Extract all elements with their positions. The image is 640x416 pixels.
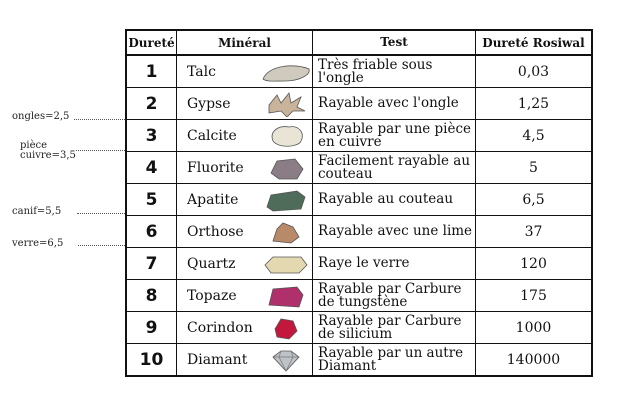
mineral-cell — [177, 216, 313, 247]
fluorite-icon — [259, 155, 311, 181]
test-cell: Facilement rayable au couteau — [313, 152, 476, 183]
header-test: Test — [313, 31, 476, 54]
mineral-name: Quartz — [187, 255, 236, 272]
annotation-leader-line — [74, 119, 125, 120]
quartz-icon — [259, 251, 311, 277]
calcite-icon — [259, 123, 311, 149]
table-row — [127, 248, 591, 280]
durete-value: 5 — [145, 189, 158, 210]
mineral-cell — [177, 88, 313, 119]
side-annotation-label: verre=6,5 — [12, 238, 64, 249]
corindon-icon — [259, 315, 311, 341]
mineral-name: Corindon — [187, 319, 253, 336]
rosiwal-cell: 6,5 — [522, 191, 545, 208]
mineral-cell — [177, 56, 313, 87]
annotation-leader-line — [78, 245, 125, 246]
mineral-cell — [177, 184, 313, 215]
table-row — [127, 312, 591, 344]
durete-cell — [127, 280, 177, 311]
table-row — [127, 344, 591, 375]
durete-value: 9 — [145, 317, 158, 338]
header-rosiwal: Dureté Rosiwal — [482, 35, 585, 50]
durete-value: 6 — [145, 221, 158, 242]
rosiwal-cell: 5 — [529, 159, 538, 176]
side-annotation-label: ongles=2,5 — [12, 111, 70, 122]
rosiwal-cell: 120 — [520, 255, 547, 272]
mineral-name: Diamant — [187, 351, 248, 368]
durete-cell — [127, 88, 177, 119]
mineral-cell — [177, 120, 313, 151]
test-cell: Rayable au couteau — [313, 184, 476, 215]
test-cell: Raye le verre — [313, 248, 476, 279]
table-row — [127, 216, 591, 248]
talc-icon — [259, 59, 311, 85]
durete-value: 8 — [145, 285, 158, 306]
annotation-leader-line — [76, 150, 125, 151]
side-annotation-label: canif=5,5 — [12, 206, 62, 217]
durete-cell — [127, 248, 177, 279]
mineral-name: Orthose — [187, 223, 244, 240]
table-row — [127, 184, 591, 216]
table-row — [127, 280, 591, 312]
durete-value: 3 — [145, 125, 158, 146]
table-row — [127, 56, 591, 88]
durete-cell — [127, 184, 177, 215]
diamant-icon — [259, 347, 311, 373]
durete-cell — [127, 56, 177, 87]
rosiwal-cell: 1,25 — [517, 95, 550, 112]
test-cell: Très friable sous l'ongle — [313, 56, 476, 87]
durete-cell — [127, 312, 177, 343]
durete-cell — [127, 216, 177, 247]
mineral-name: Gypse — [187, 95, 231, 112]
table-row — [127, 120, 591, 152]
durete-cell — [127, 152, 177, 183]
apatite-icon — [259, 187, 311, 213]
orthose-icon — [259, 219, 311, 245]
durete-cell — [127, 344, 177, 375]
test-cell: Rayable avec une lime — [313, 216, 476, 247]
mineral-cell — [177, 248, 313, 279]
test-cell: Rayable par Carbure de silicium — [313, 312, 476, 343]
table-row — [127, 88, 591, 120]
durete-value: 4 — [145, 157, 158, 178]
durete-cell — [127, 120, 177, 151]
durete-value: 2 — [145, 93, 158, 114]
test-cell: Rayable par Carbure de tungstène — [313, 280, 476, 311]
side-annotation-label: pièce cuivre=3,5 — [20, 140, 76, 161]
mineral-cell — [177, 344, 313, 375]
test-cell: Rayable avec l'ongle — [313, 88, 476, 119]
annotation-leader-line — [77, 213, 125, 214]
durete-value: 1 — [145, 61, 158, 82]
rosiwal-cell: 4,5 — [522, 127, 545, 144]
durete-value: 10 — [139, 349, 164, 370]
mineral-name: Apatite — [187, 191, 239, 208]
mineral-name: Fluorite — [187, 159, 244, 176]
rosiwal-cell: 37 — [524, 223, 543, 240]
mineral-name: Talc — [187, 63, 216, 80]
mineral-cell — [177, 152, 313, 183]
durete-value: 7 — [145, 253, 158, 274]
hardness-table — [125, 29, 593, 377]
mineral-cell — [177, 312, 313, 343]
rosiwal-cell: 0,03 — [517, 63, 550, 80]
topaze-icon — [259, 283, 311, 309]
rosiwal-cell: 175 — [520, 287, 547, 304]
gypse-icon — [259, 91, 311, 117]
table-header-row — [127, 31, 591, 56]
test-cell: Rayable par un autre Diamant — [313, 344, 476, 375]
mineral-name: Calcite — [187, 127, 237, 144]
table-row — [127, 152, 591, 184]
test-cell: Rayable par une pièce en cuivre — [313, 120, 476, 151]
header-durete: Dureté — [127, 31, 177, 54]
header-mineral: Minéral — [177, 31, 313, 54]
rosiwal-cell: 140000 — [506, 351, 561, 368]
mineral-name: Topaze — [187, 287, 237, 304]
mineral-cell — [177, 280, 313, 311]
rosiwal-cell: 1000 — [515, 319, 552, 336]
